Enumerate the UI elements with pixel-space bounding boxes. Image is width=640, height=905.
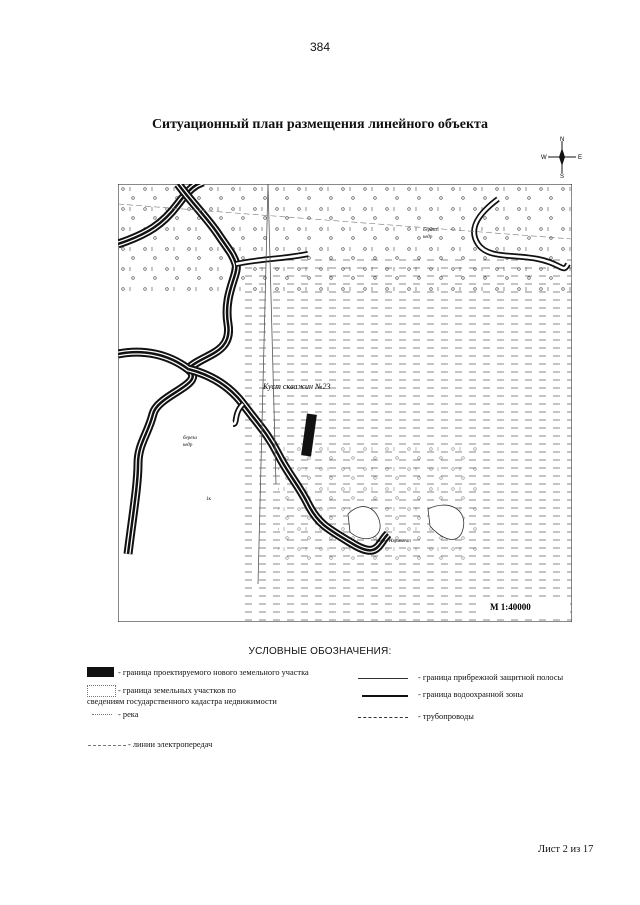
- pipelines-swatch: [358, 717, 408, 718]
- legend-title: УСЛОВНЫЕ ОБОЗНАЧЕНИЯ:: [248, 646, 392, 657]
- forest-sub-west: кедр: [183, 443, 193, 448]
- power-lines-swatch: [88, 745, 126, 747]
- coastal-swatch: [358, 678, 408, 679]
- legend-new-plot: - граница проектируемого нового земельного участка: [118, 668, 309, 677]
- swamp-area: [238, 254, 572, 622]
- well-cluster-label: Куст скважин №23: [263, 382, 331, 391]
- legend-water-zone: - граница водоохранной зоны: [418, 690, 524, 699]
- compass-north: N: [560, 137, 565, 143]
- cadastre-swatch: [87, 685, 116, 697]
- situation-map: [118, 184, 572, 622]
- forest-sub-north: кедр: [423, 235, 433, 240]
- compass-west: W: [541, 155, 547, 161]
- water-zone-swatch: [362, 695, 408, 697]
- legend-cadastre-line2: сведениям государственного кадастра недвижимости: [87, 697, 277, 706]
- sheet-number: Лист 2 из 17: [538, 844, 594, 855]
- forest-label-north: береза: [423, 228, 437, 233]
- spot-label: 1к: [206, 497, 211, 502]
- legend-coastal: - граница прибрежной защитной полосы: [418, 673, 564, 682]
- legend-power-lines: - линии электропередач: [128, 740, 213, 749]
- lake-label: озеро Нярмысап: [376, 539, 411, 544]
- compass-south: S: [560, 174, 565, 178]
- new-plot-swatch: [87, 667, 114, 677]
- page-number: 384: [309, 40, 331, 54]
- page-title: Ситуационный план размещения линейного объекта: [151, 117, 489, 132]
- legend-cadastre: - граница земельных участков по: [118, 686, 236, 695]
- compass-rose-icon: [538, 136, 598, 178]
- compass-east: E: [578, 155, 583, 161]
- forest-label-west: береза: [183, 436, 197, 441]
- river-swatch: [92, 714, 112, 717]
- legend-pipelines: - трубопроводы: [418, 712, 474, 721]
- map-scale: М 1:40000: [490, 602, 531, 612]
- legend-river: - река: [118, 710, 139, 719]
